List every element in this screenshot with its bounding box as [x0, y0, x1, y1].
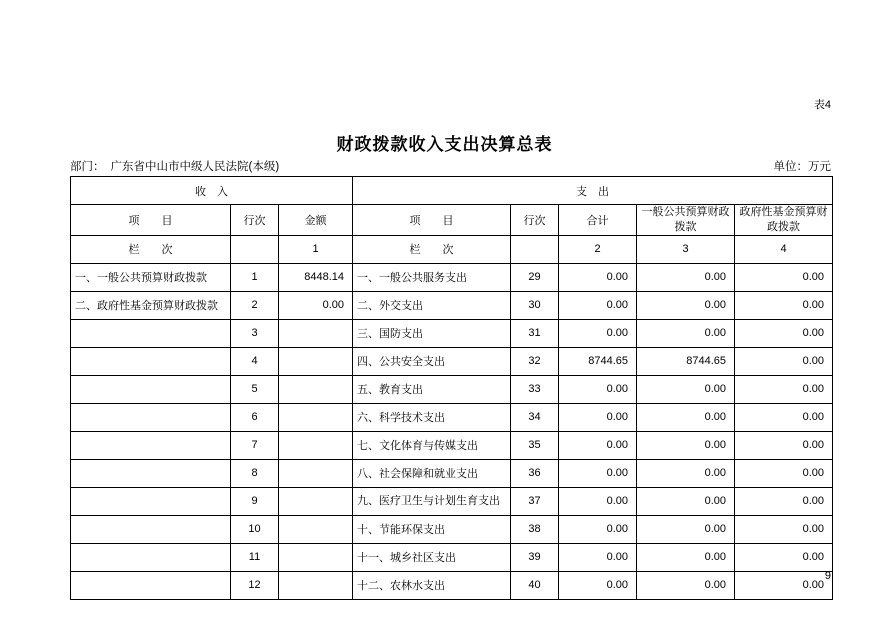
- cell-exp-total: 8744.65: [559, 347, 637, 375]
- cell-exp-item: 二、外交支出: [353, 291, 511, 319]
- cell-income-amount: [279, 347, 353, 375]
- cell-exp-item: 七、文化体育与传媒支出: [353, 431, 511, 459]
- cell-income-line: 11: [231, 543, 279, 571]
- cell-income-amount: [279, 319, 353, 347]
- cell-income-amount: [279, 571, 353, 599]
- cell-income-line: 5: [231, 375, 279, 403]
- cell-exp-total: 0.00: [559, 291, 637, 319]
- cell-exp-item: 十、节能环保支出: [353, 515, 511, 543]
- table-row: [71, 263, 833, 291]
- cell-income-item: [71, 403, 231, 431]
- table-row: [71, 543, 833, 571]
- cell-income-amount: [279, 431, 353, 459]
- cell-exp-total: 0.00: [559, 515, 637, 543]
- cell-exp-total: 0.00: [559, 487, 637, 515]
- cell-exp-fund: 0.00: [735, 291, 833, 319]
- cell-income-line: 6: [231, 403, 279, 431]
- budget-table-wrapper: [70, 176, 832, 600]
- cell-exp-fund: 0.00: [735, 403, 833, 431]
- cell-income-item: [71, 515, 231, 543]
- cell-exp-general: 0.00: [637, 543, 735, 571]
- cell-income-amount: [279, 487, 353, 515]
- cell-income-item: 一、一般公共预算财政拨款: [71, 263, 231, 291]
- cell-exp-total: 0.00: [559, 263, 637, 291]
- cell-exp-total: 0.00: [559, 571, 637, 599]
- cell-exp-line: 34: [511, 403, 559, 431]
- cell-exp-line: 31: [511, 319, 559, 347]
- column-index-income-amount: 1: [279, 235, 353, 263]
- cell-income-amount: [279, 459, 353, 487]
- cell-income-line: 1: [231, 263, 279, 291]
- cell-income-amount: [279, 543, 353, 571]
- table-row: [71, 375, 833, 403]
- cell-income-item: [71, 543, 231, 571]
- cell-income-amount: [279, 515, 353, 543]
- cell-income-line: 8: [231, 459, 279, 487]
- cell-exp-item: 四、公共安全支出: [353, 347, 511, 375]
- cell-exp-total: 0.00: [559, 319, 637, 347]
- cell-exp-total: 0.00: [559, 431, 637, 459]
- table-row: [71, 347, 833, 375]
- sheet-label: 表4: [813, 99, 831, 111]
- col-header-income-amount: 金额: [279, 205, 353, 236]
- budget-table: [70, 176, 833, 600]
- cell-exp-fund: 0.00: [735, 319, 833, 347]
- cell-income-amount: 0.00: [279, 291, 353, 319]
- table-column-header-row: [71, 205, 833, 236]
- column-index-exp-total: 2: [559, 235, 637, 263]
- table-row: [71, 403, 833, 431]
- column-index-blank-income-line: [231, 235, 279, 263]
- department-line: [70, 158, 279, 174]
- col-header-exp-total: 合计: [559, 205, 637, 236]
- col-header-exp-line: 行次: [511, 205, 559, 236]
- department-value: 广东省中山市中级人民法院(本级): [110, 161, 280, 173]
- cell-exp-general: 8744.65: [637, 347, 735, 375]
- column-index-label-income: 栏 次: [71, 235, 231, 263]
- cell-income-line: 10: [231, 515, 279, 543]
- cell-exp-line: 40: [511, 571, 559, 599]
- cell-exp-general: 0.00: [637, 487, 735, 515]
- col-header-income-item: 项 目: [71, 205, 231, 236]
- department-label: 部门：: [70, 161, 105, 173]
- group-header-income: 收 入: [71, 177, 353, 205]
- table-row: [71, 459, 833, 487]
- cell-income-amount: 8448.14: [279, 263, 353, 291]
- cell-exp-item: 八、社会保障和就业支出: [353, 459, 511, 487]
- cell-income-item: [71, 487, 231, 515]
- cell-exp-general: 0.00: [637, 571, 735, 599]
- cell-income-item: [71, 571, 231, 599]
- cell-exp-item: 一、一般公共服务支出: [353, 263, 511, 291]
- cell-income-line: 7: [231, 431, 279, 459]
- page-title: 财政拨款收入支出决算总表: [336, 135, 553, 154]
- cell-exp-line: 30: [511, 291, 559, 319]
- cell-income-item: [71, 459, 231, 487]
- cell-exp-line: 36: [511, 459, 559, 487]
- column-index-exp-fund: 4: [735, 235, 833, 263]
- cell-income-line: 2: [231, 291, 279, 319]
- cell-income-item: [71, 347, 231, 375]
- group-header-expenditure: 支 出: [353, 177, 833, 205]
- cell-exp-fund: 0.00: [735, 571, 833, 599]
- column-index-exp-general: 3: [637, 235, 735, 263]
- cell-income-item: [71, 319, 231, 347]
- cell-exp-fund: 0.00: [735, 543, 833, 571]
- cell-exp-general: 0.00: [637, 263, 735, 291]
- cell-income-line: 9: [231, 487, 279, 515]
- cell-exp-item: 九、医疗卫生与计划生育支出: [353, 487, 511, 515]
- col-header-exp-general: 一般公共预算财政拨款: [637, 205, 735, 236]
- cell-exp-total: 0.00: [559, 459, 637, 487]
- cell-exp-general: 0.00: [637, 375, 735, 403]
- cell-exp-item: 十二、农林水支出: [353, 571, 511, 599]
- cell-exp-line: 37: [511, 487, 559, 515]
- table-row: [71, 487, 833, 515]
- page-number: 9: [824, 570, 831, 582]
- cell-exp-item: 三、国防支出: [353, 319, 511, 347]
- cell-exp-line: 38: [511, 515, 559, 543]
- col-header-income-line: 行次: [231, 205, 279, 236]
- cell-income-amount: [279, 375, 353, 403]
- cell-exp-general: 0.00: [637, 459, 735, 487]
- table-row: [71, 319, 833, 347]
- cell-exp-fund: 0.00: [735, 515, 833, 543]
- col-header-exp-item: 项 目: [353, 205, 511, 236]
- cell-exp-general: 0.00: [637, 431, 735, 459]
- cell-exp-total: 0.00: [559, 375, 637, 403]
- column-index-blank-exp-line: [511, 235, 559, 263]
- cell-exp-total: 0.00: [559, 543, 637, 571]
- cell-exp-line: 32: [511, 347, 559, 375]
- cell-exp-general: 0.00: [637, 291, 735, 319]
- cell-exp-line: 39: [511, 543, 559, 571]
- cell-exp-fund: 0.00: [735, 375, 833, 403]
- table-row: [71, 431, 833, 459]
- table-group-header-row: [71, 177, 833, 205]
- table-column-index-row: [71, 235, 833, 263]
- cell-exp-item: 五、教育支出: [353, 375, 511, 403]
- col-header-exp-fund: 政府性基金预算财政拨款: [735, 205, 833, 236]
- cell-income-amount: [279, 403, 353, 431]
- table-row: [71, 515, 833, 543]
- table-row: [71, 291, 833, 319]
- cell-income-item: [71, 431, 231, 459]
- cell-exp-total: 0.00: [559, 403, 637, 431]
- cell-exp-line: 33: [511, 375, 559, 403]
- cell-income-line: 4: [231, 347, 279, 375]
- cell-exp-fund: 0.00: [735, 487, 833, 515]
- cell-income-item: 二、政府性基金预算财政拨款: [71, 291, 231, 319]
- cell-exp-fund: 0.00: [735, 431, 833, 459]
- cell-exp-line: 35: [511, 431, 559, 459]
- cell-income-line: 3: [231, 319, 279, 347]
- cell-exp-fund: 0.00: [735, 347, 833, 375]
- cell-exp-line: 29: [511, 263, 559, 291]
- column-index-label-expenditure: 栏 次: [353, 235, 511, 263]
- cell-income-item: [71, 375, 231, 403]
- cell-exp-general: 0.00: [637, 403, 735, 431]
- table-row: [71, 571, 833, 599]
- unit-label: 单位：万元: [773, 161, 831, 173]
- cell-income-line: 12: [231, 571, 279, 599]
- cell-exp-general: 0.00: [637, 319, 735, 347]
- cell-exp-fund: 0.00: [735, 263, 833, 291]
- cell-exp-general: 0.00: [637, 515, 735, 543]
- cell-exp-item: 十一、城乡社区支出: [353, 543, 511, 571]
- cell-exp-item: 六、科学技术支出: [353, 403, 511, 431]
- cell-exp-fund: 0.00: [735, 459, 833, 487]
